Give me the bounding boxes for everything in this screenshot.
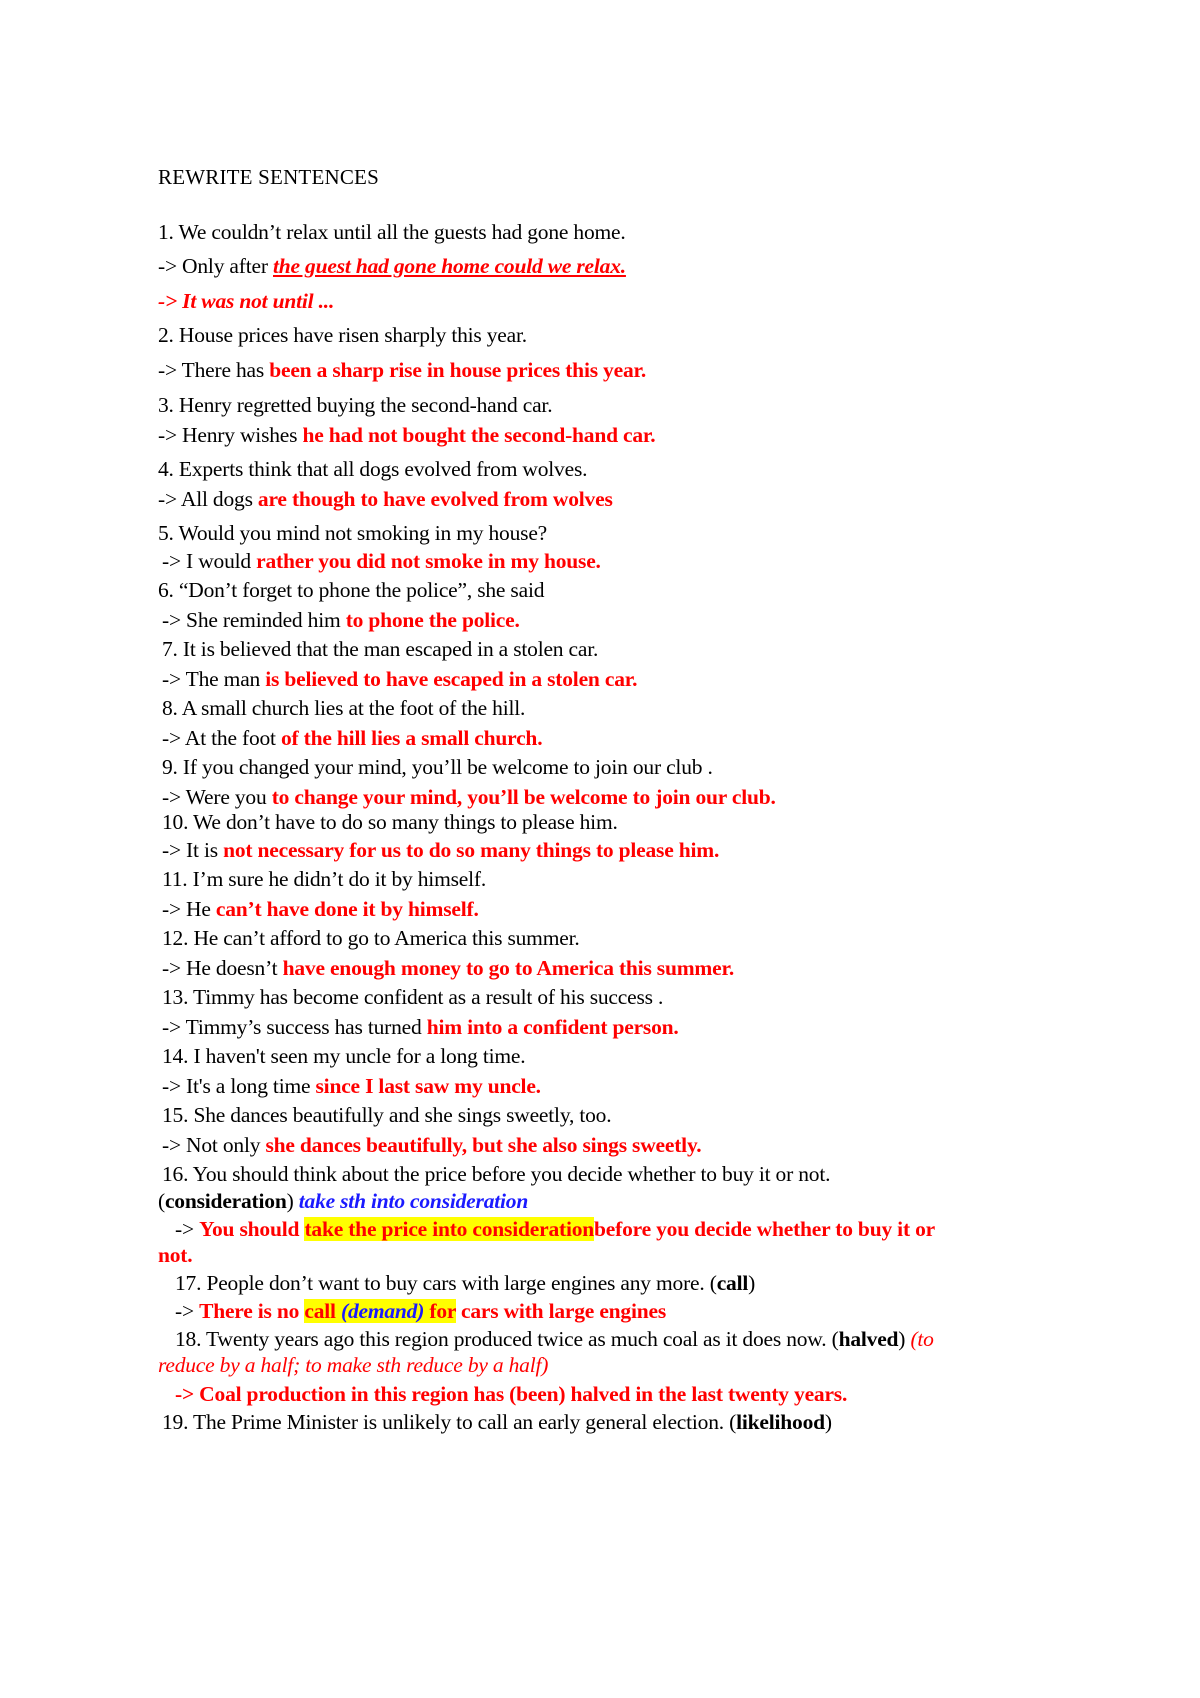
answer-15	[162, 1132, 1200, 1158]
question-13: 13. Timmy has become confident as a result of his success .	[162, 985, 664, 1009]
question-4: 4. Experts think that all dogs evolved from wolves.	[158, 457, 588, 481]
question-15: 15. She dances beautifully and she sings sweetly, too.	[162, 1103, 612, 1127]
answer-text: before you decide whether to buy it or	[594, 1217, 935, 1241]
answer-prefix: -> There has	[158, 358, 270, 382]
question-6: 6. “Don’t forget to phone the police”, she said	[158, 578, 545, 602]
answer-prefix: -> Timmy’s success has turned	[162, 1015, 427, 1039]
question-text: 17. People don’t want to buy cars with large engines any more. (	[175, 1271, 717, 1295]
answer-5	[162, 548, 1200, 574]
keyword: call	[716, 1271, 749, 1295]
answer-text: rather you did not smoke in my house.	[256, 549, 601, 573]
answer-prefix: -> It's a long time	[162, 1074, 316, 1098]
question-18	[175, 1326, 1200, 1352]
answer-prefix: -> Were you	[162, 785, 272, 809]
answer-text: he had not bought the second-hand car.	[302, 423, 656, 447]
answer-prefix: -> I would	[162, 549, 257, 573]
answer-text: the guest had gone home could we relax.	[273, 254, 626, 278]
answer-prefix: -> At the foot	[162, 726, 281, 750]
question-3: 3. Henry regretted buying the second-hand car.	[158, 393, 553, 417]
keyword-close: )	[286, 1189, 294, 1213]
keyword: consideration	[164, 1189, 287, 1213]
answer-text: You should	[199, 1217, 305, 1241]
answer-11	[162, 896, 1200, 922]
keyword-close: )	[898, 1327, 906, 1351]
answer-text: him into a confident person.	[426, 1015, 679, 1039]
answer-prefix: -> She reminded him	[162, 608, 346, 632]
answer-7	[162, 666, 1200, 692]
keyword-note-continued: reduce by a half; to make sth reduce by a half)	[158, 1353, 549, 1377]
answer-3	[158, 422, 1200, 448]
answer-2	[158, 357, 1200, 383]
answer-prefix: -> He	[162, 897, 216, 921]
question-19	[162, 1409, 1200, 1435]
answer-12	[162, 955, 1200, 981]
answer-prefix: -> The man	[162, 667, 266, 691]
highlighted-phrase: take the price into consideration	[304, 1217, 595, 1241]
keyword: likelihood	[736, 1410, 825, 1434]
keyword-line-16	[158, 1188, 1200, 1214]
answer-prefix: -> He doesn’t	[162, 956, 283, 980]
answer-17	[175, 1298, 1200, 1324]
answer-4	[158, 486, 1200, 512]
question-2: 2. House prices have risen sharply this year.	[158, 323, 527, 347]
highlighted-phrase: call	[304, 1299, 341, 1323]
answer-text: since I last saw my uncle.	[315, 1074, 541, 1098]
answer-text: cars with large engines	[455, 1299, 667, 1323]
answer-18: -> Coal production in this region has (been) halved in the last twenty years.	[175, 1382, 848, 1406]
answer-9	[162, 784, 1200, 810]
page-title: REWRITE SENTENCES	[158, 165, 379, 189]
question-12: 12. He can’t afford to go to America this summer.	[162, 926, 580, 950]
answer-6	[162, 607, 1200, 633]
highlighted-note: (demand)	[341, 1299, 425, 1323]
keyword-close: )	[748, 1271, 756, 1295]
question-11: 11. I’m sure he didn’t do it by himself.	[162, 867, 487, 891]
answer-1-alt: -> It was not until ...	[158, 289, 335, 313]
question-7: 7. It is believed that the man escaped in a stolen car.	[162, 637, 599, 661]
answer-text: There is no	[199, 1299, 305, 1323]
answer-1	[158, 253, 1200, 279]
question-17	[175, 1270, 1200, 1296]
question-text: 18. Twenty years ago this region produced twice as much coal as it does now. (	[175, 1327, 839, 1351]
answer-text: have enough money to go to America this summer.	[282, 956, 735, 980]
question-5: 5. Would you mind not smoking in my house?	[158, 521, 548, 545]
answer-16	[175, 1216, 1200, 1242]
question-1: 1. We couldn’t relax until all the guests had gone home.	[158, 220, 626, 244]
answer-13	[162, 1014, 1200, 1040]
answer-prefix: ->	[175, 1299, 200, 1323]
keyword-close: )	[824, 1410, 832, 1434]
answer-text: not necessary for us to do so many things to please him.	[223, 838, 720, 862]
answer-prefix: -> It is	[162, 838, 224, 862]
question-14: 14. I haven't seen my uncle for a long time.	[162, 1044, 526, 1068]
answer-10	[162, 837, 1200, 863]
answer-text: are though to have evolved from wolves	[257, 487, 613, 511]
keyword: halved	[838, 1327, 899, 1351]
answer-14	[162, 1073, 1200, 1099]
answer-8	[162, 725, 1200, 751]
answer-text: is believed to have escaped in a stolen car.	[265, 667, 638, 691]
question-16: 16. You should think about the price before you decide whether to buy it or not.	[162, 1162, 831, 1186]
question-8: 8. A small church lies at the foot of the hill.	[162, 696, 526, 720]
answer-prefix: ->	[175, 1217, 200, 1241]
answer-prefix: -> All dogs	[158, 487, 258, 511]
keyword-note: (to	[905, 1327, 934, 1351]
answer-text: to change your mind, you’ll be welcome to join our club.	[271, 785, 776, 809]
answer-text: to phone the police.	[345, 608, 520, 632]
answer-prefix: -> Not only	[162, 1133, 266, 1157]
answer-text: can’t have done it by himself.	[215, 897, 479, 921]
answer-16-continued: not.	[158, 1243, 193, 1267]
answer-prefix: -> Only after	[158, 254, 273, 278]
keyword-open: (	[158, 1189, 165, 1213]
answer-text: been a sharp rise in house prices this year.	[269, 358, 647, 382]
question-text: 19. The Prime Minister is unlikely to call an early general election. (	[162, 1410, 737, 1434]
answer-prefix: -> Henry wishes	[158, 423, 303, 447]
keyword-note: take sth into consideration	[298, 1189, 529, 1213]
highlighted-phrase: for	[424, 1299, 456, 1323]
answer-text: of the hill lies a small church.	[281, 726, 543, 750]
answer-text: she dances beautifully, but she also sings sweetly.	[265, 1133, 702, 1157]
question-9: 9. If you changed your mind, you’ll be welcome to join our club .	[162, 755, 713, 779]
question-10: 10. We don’t have to do so many things to please him.	[162, 810, 618, 834]
